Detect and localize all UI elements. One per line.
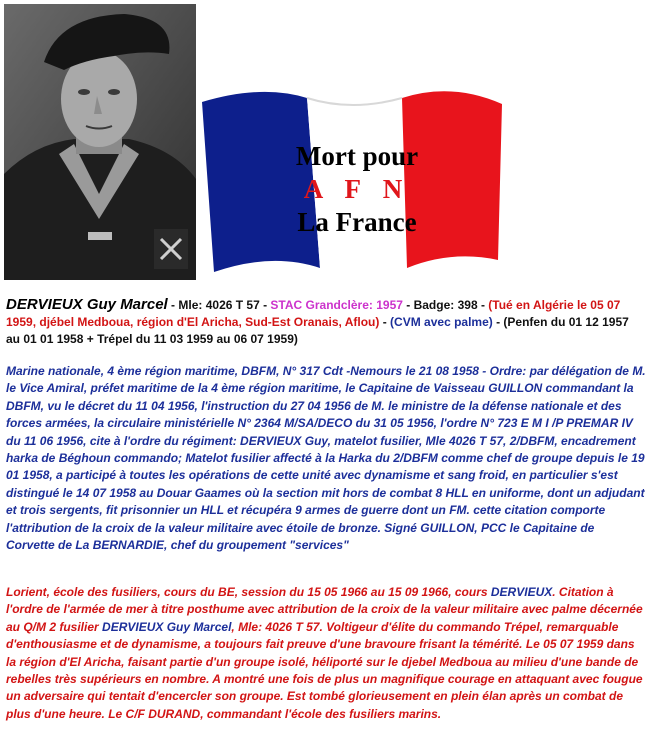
service-period: (Penfen du 01 12 1957 au 01 01 1958 + Trépel du 11 03 1959 au 06 07 1959) xyxy=(6,315,629,346)
flag-line-afn: A F N xyxy=(303,174,411,204)
paragraph-2-name: DERVIEUX Guy Marcel xyxy=(102,619,232,634)
separator: - xyxy=(492,315,504,329)
paragraph-2-text: Lorient, école des fusiliers, cours du BE, session du 15 05 1966 au 15 09 1966, cours xyxy=(6,585,491,599)
flag-line-la-france: La France xyxy=(297,207,417,237)
portrait-photo xyxy=(4,4,196,280)
flag-line-mort-pour: Mort pour xyxy=(295,141,419,171)
death-info: (Tué en Algérie le 05 07 1959, djébel Medboua, région d'El Aricha, Sud-Est Oranais, Aflou) xyxy=(6,298,621,329)
citation-paragraph-2 xyxy=(6,584,646,723)
portrait-illustration xyxy=(4,4,196,280)
header-block xyxy=(6,296,646,348)
person-name: DERVIEUX Guy Marcel xyxy=(6,296,168,313)
stac-info: STAC Grandclère: 1957 xyxy=(270,298,403,312)
cvm-info: (CVM avec palme) xyxy=(390,315,493,329)
separator: - xyxy=(379,315,391,329)
citation-paragraph-1: Marine nationale, 4 ème région maritime, DBFM, N° 317 Cdt -Nemours le 21 08 1958 - Ordre: par délégation de M. le Vice Amiral, préfet maritime de la 4 ème région maritime, le Capitaine de Vaisseau GUILLON commandant la DBFM, vu le décret du 11 04 1956, l'instruction du 27 04 1956 de M. le ministre de la défense nationale et des forces armées, la circulaire ministérielle N° 2364 M/SA/DECO du 31 05 1956, l'ordre N° 723 E M I /P PREMAR IV du 11 06 1956, cite à l'ordre du régiment: DERVIEUX Guy, matelot fusilier, Mle 4026 T 57, 2/DBFM, encadrement harka de Béghoun commando; Matelot fusilier affecté à la Harka du 2/DBFM comme chef de groupe depuis le 19 01 1958, a participé à toutes les opérations de cette unité avec dynamisme et sang froid, en particulier s'est distingué le 14 07 1958 au Douar Gaames où la section mit hors de combat 8 HLL en uniforme, dont un adjudant et trois sergents, fit prisonnier un HLL et récupéra 9 armes de guerre dont un FM. cette citation comporte l'attribution de la croix de la valeur militaire avec étoile de bronze. Signé GUILLON, PCC le Capitaine de Corvette de La BERNARDIE, chef du groupement "services" xyxy=(6,364,646,553)
badge-info: - Badge: 398 - xyxy=(402,298,489,312)
paragraph-2-text: , Mle: 4026 T 57. Voltigeur d'élite du commando Trépel, remarquable d'enthousiasme et de dynamisme, a toujours fait preuve d'une bravoure frisant la témérité. Le 05 07 1959 dans la région d'El Aricha, faisant partie d'un groupe isolé, héliporté sur le djebel Medboua au milieu d'une bande de rebelles très supérieurs en nombre. A montré une fois de plus un magnifique courage en attaquant avec fougue un adversaire qui tentait d'encercler son groupe. Est tombé glorieusement en plein élan après un combat de plus d'une heure. Le C/F DURAND, commandant l'école des fusiliers marins. xyxy=(6,619,643,721)
matricule: - Mle: 4026 T 57 - xyxy=(167,298,271,312)
flag-caption xyxy=(202,140,512,238)
paragraph-2-text: . Citation à l'ordre de l'armée de mer à titre posthume avec attribution de la croix de la valeur militaire avec palme décernée au Q/M 2 fusilier xyxy=(6,585,643,634)
paragraph-2-name: DERVIEUX xyxy=(490,585,553,599)
